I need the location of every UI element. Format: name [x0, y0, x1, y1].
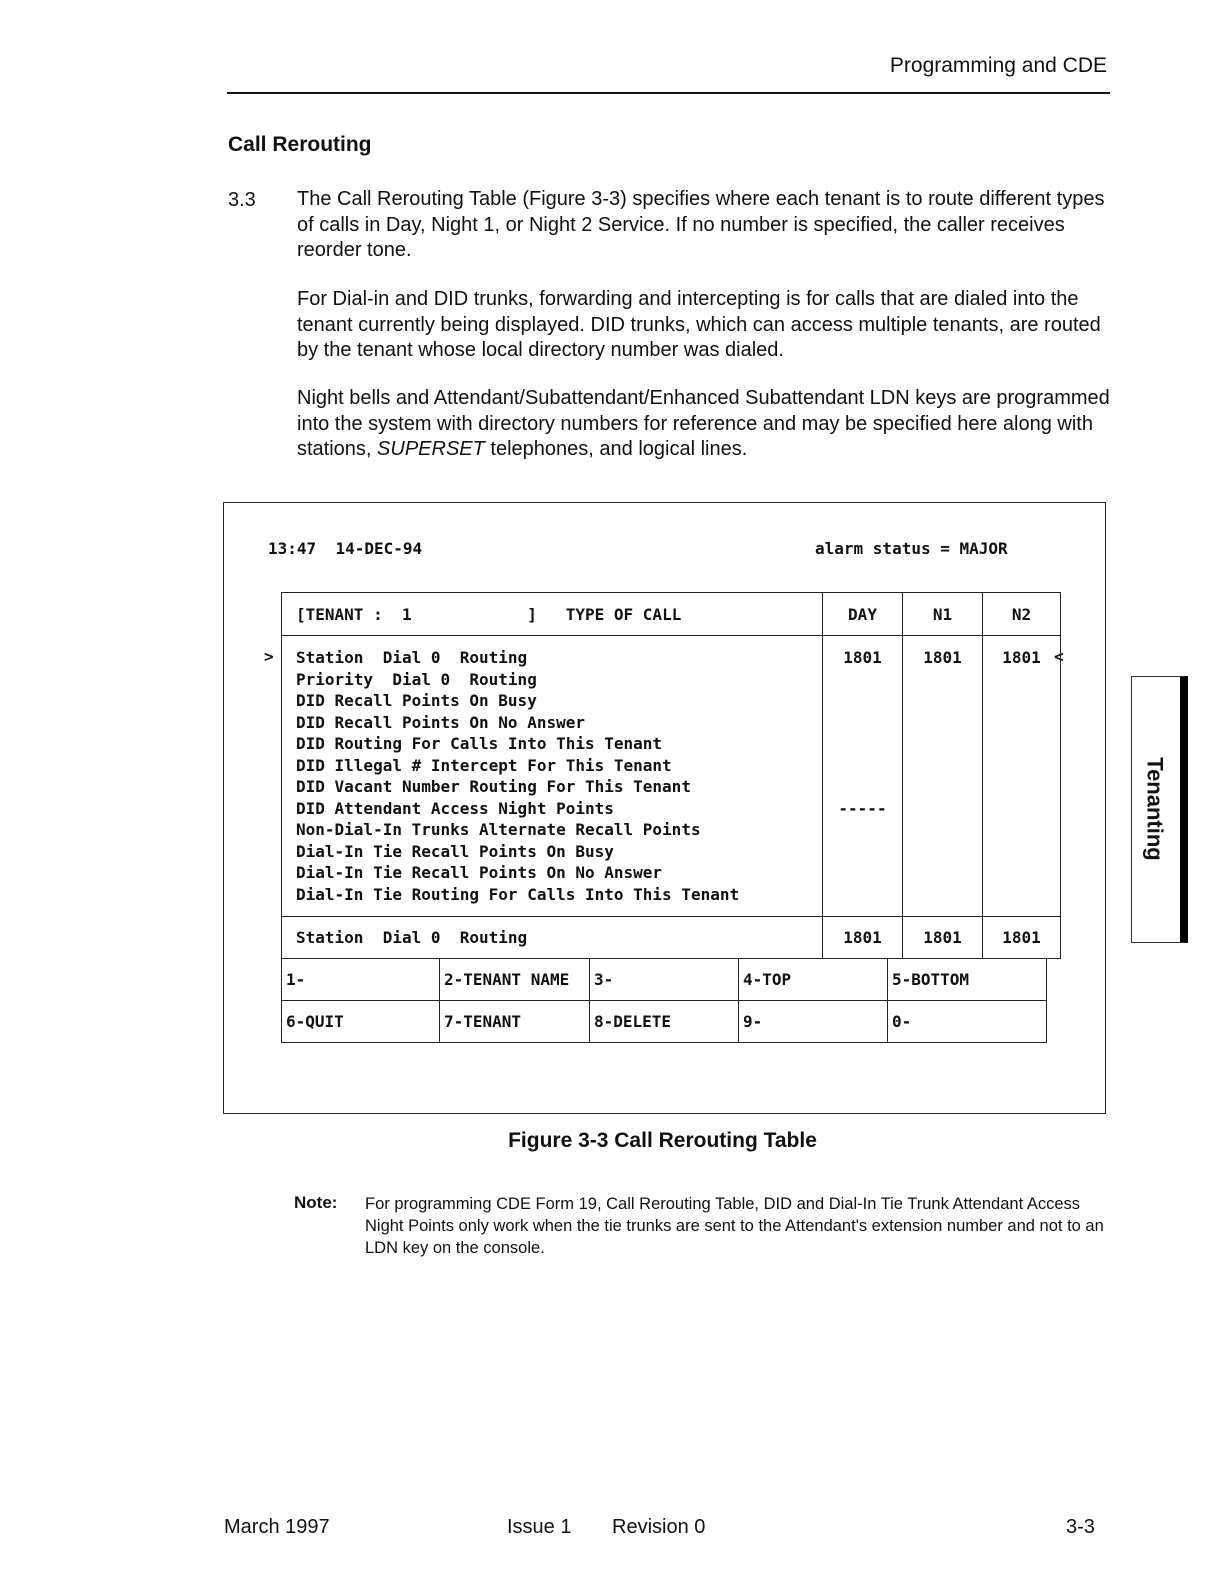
alarm-status: alarm status = MAJOR: [815, 539, 1008, 558]
figure-caption: Figure 3-3 Call Rerouting Table: [508, 1129, 817, 1152]
paragraph-1: The Call Rerouting Table (Figure 3-3) specifies where each tenant is to route different types of calls in Day, Night 1, or Night 2 Service. If no number is specified, the caller receives reorder tone.: [297, 188, 1105, 261]
side-tab-label: Tenanting: [1143, 756, 1168, 861]
list-item[interactable]: DID Recall Points On Busy: [296, 691, 537, 710]
footer-revision: Revision 0: [612, 1516, 706, 1538]
paragraph-2: For Dial-in and DID trunks, forwarding and intercepting is for calls that are dialed into the tenant currently being displayed. DID trunks, which can access multiple tenants, are routed by the tenant whose local directory number was dialed.: [297, 288, 1101, 361]
note-text: For programming CDE Form 19, Call Rerouting Table, DID and Dial-In Tie Trunk Attendant Access Night Points only work when the tie trunks are sent to the Attendant's extension number and not to an LDN key on the console.: [365, 1195, 1104, 1257]
n1-value[interactable]: 1801: [923, 648, 962, 667]
cursor-right: <: [1054, 647, 1064, 666]
list-item[interactable]: DID Illegal # Intercept For This Tenant: [296, 755, 672, 775]
day-value[interactable]: 1801: [843, 648, 882, 667]
section-title: Call Rerouting: [228, 133, 372, 156]
footer-issue: Issue 1: [507, 1516, 572, 1538]
rerouting-table: [281, 592, 1061, 959]
list-item[interactable]: Station Dial 0 Routing: [296, 648, 528, 667]
fkey-4[interactable]: 4-TOP: [739, 959, 888, 1001]
type-header: TYPE OF CALL: [565, 604, 682, 624]
list-item[interactable]: DID Recall Points On No Answer: [296, 712, 585, 732]
fkey-2[interactable]: 2-TENANT NAME: [440, 959, 590, 1001]
p3-superset: SUPERSET: [377, 438, 485, 460]
fkey-3[interactable]: 3-: [590, 959, 739, 1001]
fkey-5[interactable]: 5-BOTTOM: [888, 959, 1047, 1001]
p3-text: Night bells and Attendant/Subattendant/Enhanced Subattendant LDN keys are programmed into the system with directory numbers for reference and may be specified here along with stations,: [297, 387, 1110, 460]
running-header: Programming and CDE: [889, 54, 1107, 77]
section-number: 3.3: [228, 189, 256, 211]
col-n2: N2: [983, 593, 1061, 636]
p3-text-end: telephones, and logical lines.: [484, 438, 748, 460]
fkey-8[interactable]: 8-DELETE: [590, 1001, 739, 1043]
function-keys: [281, 958, 1047, 1043]
fkey-9[interactable]: 9-: [739, 1001, 888, 1043]
paragraph-3: [297, 386, 1112, 463]
summary-label: Station Dial 0 Routing: [282, 917, 823, 959]
fkey-6[interactable]: 6-QUIT: [282, 1001, 440, 1043]
tenant-field[interactable]: [TENANT : 1 ]: [296, 604, 537, 624]
list-item[interactable]: Dial-In Tie Routing For Calls Into This Tenant: [296, 884, 740, 904]
summary-n1: 1801: [903, 917, 983, 959]
list-item[interactable]: DID Vacant Number Routing For This Tenant: [296, 777, 691, 796]
col-day: DAY: [823, 593, 903, 636]
note-label: Note:: [294, 1193, 338, 1212]
col-n1: N1: [903, 593, 983, 636]
screen-date: 14-DEC-94: [335, 539, 423, 558]
screen-time: 13:47 14-DEC-94: [268, 539, 423, 558]
fkey-0[interactable]: 0-: [888, 1001, 1047, 1043]
list-item[interactable]: Dial-In Tie Recall Points On Busy: [296, 841, 614, 861]
list-item[interactable]: DID Attendant Access Night Points: [296, 798, 614, 818]
n2-value[interactable]: 1801: [1002, 648, 1041, 667]
fkey-1[interactable]: 1-: [282, 959, 440, 1001]
header-rule: [227, 92, 1110, 94]
summary-day: 1801: [823, 917, 903, 959]
cursor-left: >: [264, 647, 274, 666]
summary-n2: 1801: [983, 917, 1061, 959]
list-item[interactable]: Non-Dial-In Trunks Alternate Recall Points: [296, 820, 701, 839]
day-dash: -----: [838, 798, 887, 818]
call-type-list: [282, 636, 823, 917]
fkey-7[interactable]: 7-TENANT: [440, 1001, 590, 1043]
footer-date: March 1997: [224, 1516, 330, 1538]
footer-page: 3-3: [1066, 1516, 1095, 1538]
day-column: [823, 636, 903, 917]
list-item[interactable]: Priority Dial 0 Routing: [296, 669, 537, 689]
list-item[interactable]: DID Routing For Calls Into This Tenant: [296, 734, 663, 753]
list-item[interactable]: Dial-In Tie Recall Points On No Answer: [296, 863, 663, 882]
